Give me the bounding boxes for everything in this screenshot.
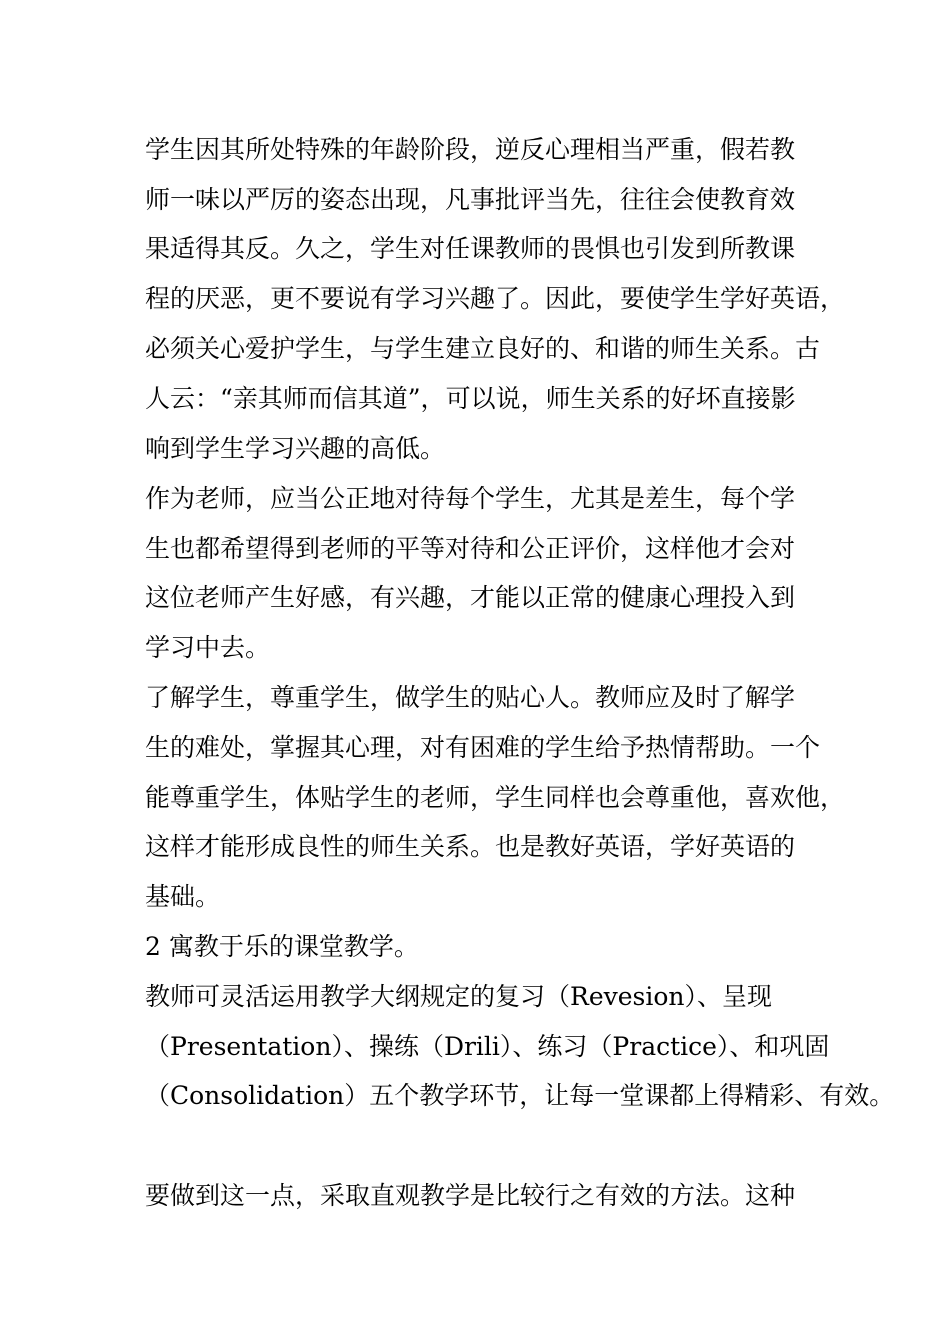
text-line: 这样才能形成良性的师生关系。也是教好英语，学好英语的 — [145, 832, 796, 861]
text-line: 基础。 — [145, 882, 221, 911]
text-line: 作为老师，应当公正地对待每个学生，尤其是差生，每个学 — [145, 484, 796, 513]
text-line: 生的难处，掌握其心理，对有困难的学生给予热情帮助。一个 — [145, 733, 821, 762]
text-line: （Consolidation）五个教学环节，让每一堂课都上得精彩、有效。 — [145, 1081, 895, 1110]
text-line: 了解学生，尊重学生，做学生的贴心人。教师应及时了解学 — [145, 683, 796, 712]
text-line: 这位老师产生好感，有兴趣，才能以正常的健康心理投入到 — [145, 583, 796, 612]
text-line: 程的厌恶，更不要说有学习兴趣了。因此，要使学生学好英语， — [145, 284, 846, 313]
text-line: 能尊重学生，体贴学生的老师，学生同样也会尊重他，喜欢他， — [145, 783, 846, 812]
text-line: 果适得其反。久之，学生对任课教师的畏惧也引发到所教课 — [145, 234, 796, 263]
text-line: 生也都希望得到老师的平等对待和公正评价，这样他才会对 — [145, 534, 796, 563]
text-line: 教师可灵活运用教学大纲规定的复习（Revesion）、呈现 — [145, 982, 773, 1011]
text-line: 必须关心爱护学生，与学生建立良好的、和谐的师生关系。古 — [145, 334, 821, 363]
text-line: 人云：“亲其师而信其道”，可以说，师生关系的好坏直接影 — [145, 384, 796, 413]
text-line: 学生因其所处特殊的年龄阶段，逆反心理相当严重，假若教 — [145, 135, 796, 164]
text-line: 学习中去。 — [145, 633, 271, 662]
text-line: 要做到这一点，采取直观教学是比较行之有效的方法。这种 — [145, 1181, 796, 1210]
text-line: 响到学生学习兴趣的高低。 — [145, 434, 446, 463]
text-line: 师一味以严厉的姿态出现，凡事批评当先，往往会使教育效 — [145, 185, 796, 214]
text-line: （Presentation）、操练（Drili）、练习（Practice）、和巩固 — [145, 1032, 830, 1061]
text-line: 2 寓教于乐的课堂教学。 — [145, 932, 419, 961]
